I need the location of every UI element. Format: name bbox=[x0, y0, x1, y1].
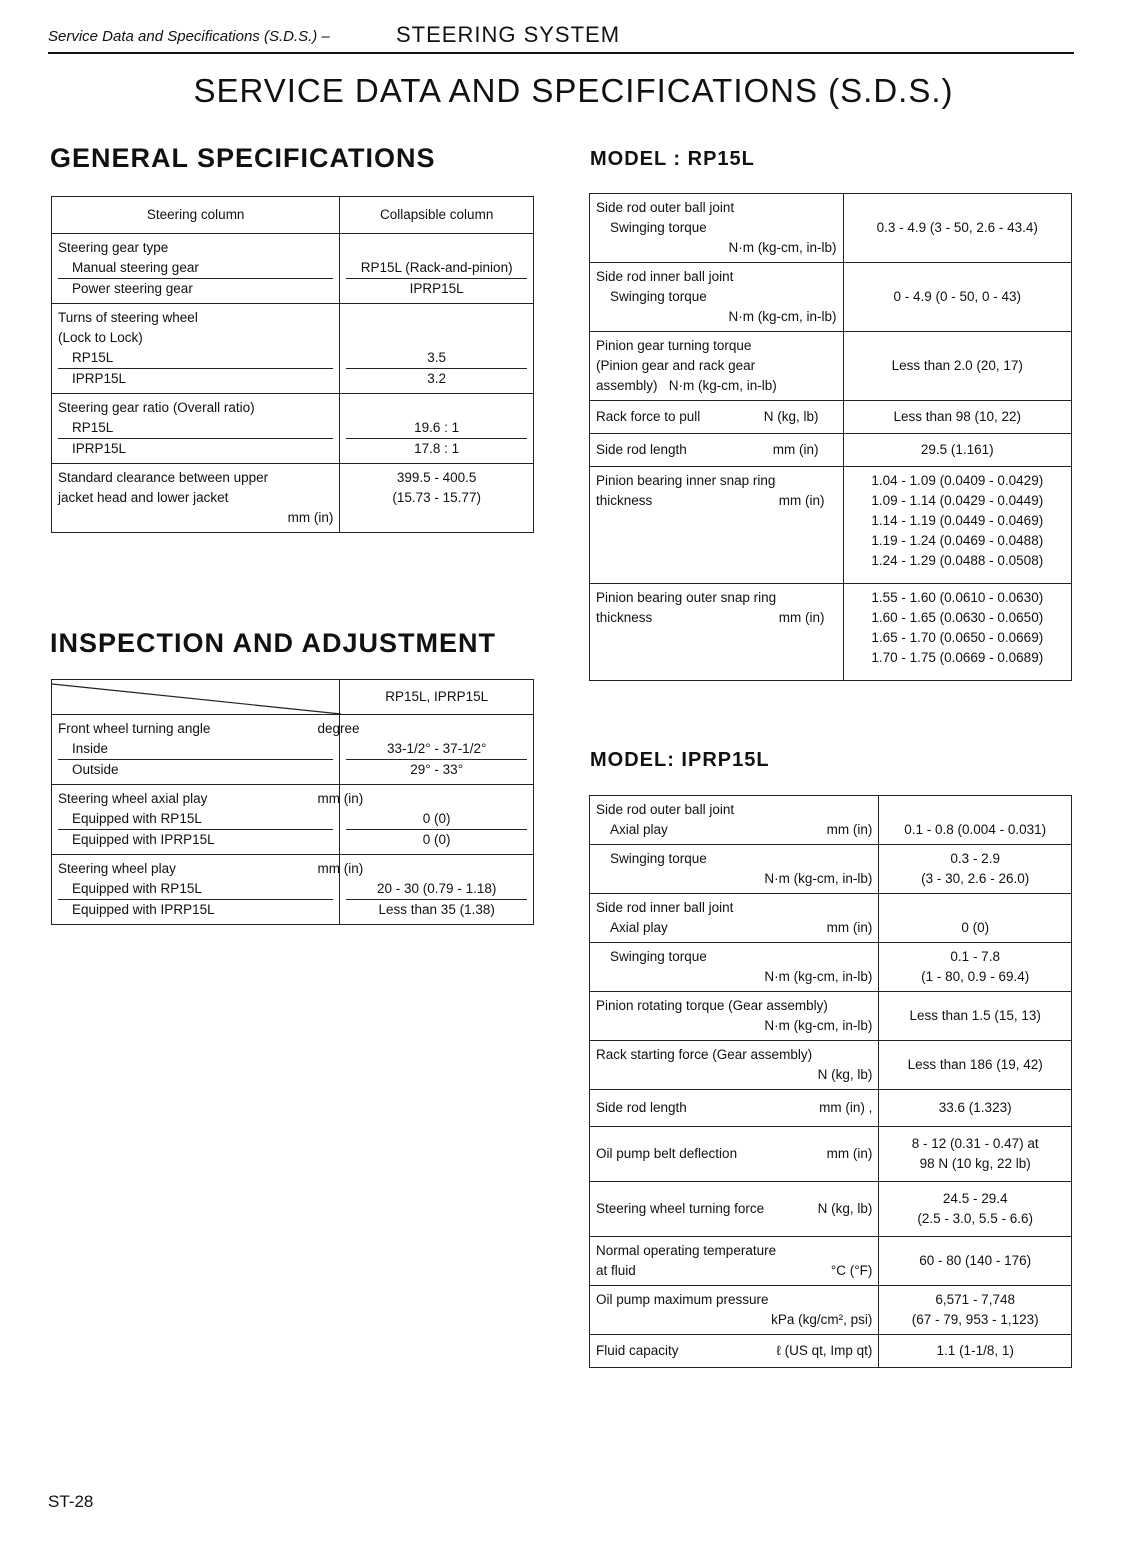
outer-swing-label: Swinging torque bbox=[610, 220, 707, 235]
table-row bbox=[590, 332, 1072, 401]
outer-swing-value-2: (3 - 30, 2.6 - 26.0) bbox=[921, 871, 1030, 886]
rp15l-table bbox=[589, 193, 1072, 681]
inner-snap-ring-value: 1.19 - 1.24 (0.0469 - 0.0488) bbox=[871, 533, 1044, 548]
max-pressure-value-2: (67 - 79, 953 - 1,123) bbox=[911, 1312, 1039, 1327]
play-iprp-label: Equipped with IPRP15L bbox=[72, 902, 215, 917]
side-rod-length-unit: mm (in) bbox=[772, 442, 819, 457]
turning-angle-unit: degree bbox=[317, 721, 360, 736]
belt-deflection-value: 8 - 12 (0.31 - 0.47) at bbox=[911, 1136, 1039, 1151]
turns-iprp-label: IPRP15L bbox=[72, 371, 127, 386]
outer-swing-label: Swinging torque bbox=[610, 851, 707, 866]
inner-snap-ring-value: 1.04 - 1.09 (0.0409 - 0.0429) bbox=[871, 473, 1044, 488]
turns-label: Turns of steering wheel bbox=[58, 310, 198, 325]
outer-axial-label bbox=[596, 820, 872, 840]
turning-force-value-2: (2.5 - 3.0, 5.5 - 6.6) bbox=[917, 1211, 1033, 1226]
pinion-torque-label: Pinion gear turning torque bbox=[596, 338, 752, 353]
turning-force-label: Steering wheel turning force bbox=[596, 1201, 765, 1216]
inner-snap-ring-label: Pinion bearing inner snap ring bbox=[596, 473, 776, 488]
outer-swing-value: 0.3 - 2.9 bbox=[950, 851, 1000, 866]
iprp15l-heading: MODEL: IPRP15L bbox=[590, 749, 770, 771]
table-row bbox=[590, 1090, 1072, 1127]
turning-angle-label bbox=[58, 719, 360, 739]
side-rod-length-label: Side rod length bbox=[596, 1100, 687, 1115]
fluid-temp-label: Normal operating temperature bbox=[596, 1243, 777, 1258]
fluid-temp-label-2 bbox=[596, 1261, 872, 1281]
rack-force-label: Rack force to pull bbox=[596, 409, 701, 424]
ratio-label: Steering gear ratio (Overall ratio) bbox=[58, 400, 255, 415]
outside-label: Outside bbox=[72, 762, 119, 777]
table-row bbox=[52, 304, 534, 394]
table-row bbox=[590, 796, 1072, 845]
inner-axial-unit: mm (in) bbox=[826, 920, 873, 935]
inner-swing-unit: N·m (kg-cm, in-lb) bbox=[764, 969, 873, 984]
table-row bbox=[590, 1335, 1072, 1368]
inner-unit: N·m (kg-cm, in-lb) bbox=[728, 309, 837, 324]
rack-force-value: Less than 186 (19, 42) bbox=[907, 1057, 1043, 1072]
side-rod-length-value: 29.5 (1.161) bbox=[920, 442, 994, 457]
pinion-torque-unit: N·m (kg-cm, in-lb) bbox=[764, 1018, 873, 1033]
axial-iprp-value: 0 (0) bbox=[422, 832, 451, 847]
inside-value: 33-1/2° - 37-1/2° bbox=[346, 739, 527, 760]
table-row bbox=[52, 234, 534, 304]
table-row bbox=[52, 680, 534, 715]
rack-force-label: Rack starting force (Gear assembly) bbox=[596, 1047, 813, 1062]
table-row bbox=[590, 845, 1072, 894]
pinion-torque-label-3 bbox=[596, 376, 837, 396]
turning-force-unit: N (kg, lb) bbox=[817, 1201, 873, 1216]
inner-swing-label: Swinging torque bbox=[610, 289, 707, 304]
manual-gear-value: RP15L (Rack-and-pinion) bbox=[346, 258, 527, 279]
turning-force-value: 24.5 - 29.4 bbox=[942, 1191, 1008, 1206]
inner-snap-ring-unit: mm (in) bbox=[778, 493, 825, 508]
inner-axial-text: Axial play bbox=[610, 920, 668, 935]
running-header bbox=[48, 22, 1074, 54]
outside-value: 29° - 33° bbox=[410, 762, 464, 777]
outer-snap-ring-value: 1.60 - 1.65 (0.0630 - 0.0650) bbox=[871, 610, 1044, 625]
fluid-capacity-unit: ℓ (US qt, Imp qt) bbox=[776, 1343, 873, 1358]
manual-gear-label: Manual steering gear bbox=[58, 258, 333, 279]
outer-snap-ring-label-2 bbox=[596, 608, 837, 628]
outer-joint-label: Side rod outer ball joint bbox=[596, 802, 735, 817]
inner-swing-label: Swinging torque bbox=[610, 949, 707, 964]
inner-snap-ring-value: 1.24 - 1.29 (0.0488 - 0.0508) bbox=[871, 553, 1044, 568]
table-row bbox=[52, 785, 534, 855]
diagonal-divider bbox=[52, 682, 341, 716]
clearance-label-2: jacket head and lower jacket bbox=[58, 490, 229, 505]
general-specs-heading: GENERAL SPECIFICATIONS bbox=[50, 143, 436, 173]
table-row bbox=[590, 194, 1072, 263]
clearance-label: Standard clearance between upper bbox=[58, 470, 269, 485]
outer-joint-label: Side rod outer ball joint bbox=[596, 200, 735, 215]
outer-snap-ring-value: 1.65 - 1.70 (0.0650 - 0.0669) bbox=[871, 630, 1044, 645]
inside-label: Inside bbox=[58, 739, 333, 760]
outer-value: 0.3 - 4.9 (3 - 50, 2.6 - 43.4) bbox=[876, 220, 1038, 235]
table-row bbox=[52, 855, 534, 925]
fluid-capacity-label: Fluid capacity bbox=[596, 1343, 679, 1358]
ratio-rp-value: 19.6 : 1 bbox=[346, 418, 527, 439]
axial-iprp-label: Equipped with IPRP15L bbox=[72, 832, 215, 847]
side-rod-length-label: Side rod length bbox=[596, 442, 687, 457]
table-row bbox=[590, 992, 1072, 1041]
fluid-temp-value: 60 - 80 (140 - 176) bbox=[919, 1253, 1032, 1268]
fluid-temp-text: at fluid bbox=[596, 1263, 636, 1278]
outer-snap-ring-thickness: thickness bbox=[596, 610, 653, 625]
turns-iprp-value: 3.2 bbox=[427, 371, 447, 386]
inner-axial-label bbox=[596, 918, 872, 938]
clearance-value-in: (15.73 - 15.77) bbox=[392, 490, 481, 505]
pinion-torque-unit: N·m (kg-cm, in-lb) bbox=[668, 378, 777, 393]
axial-play-text: Steering wheel axial play bbox=[58, 791, 208, 806]
table-row bbox=[590, 584, 1072, 681]
side-rod-length-value: 33.6 (1.323) bbox=[938, 1100, 1012, 1115]
play-iprp-value: Less than 35 (1.38) bbox=[378, 902, 495, 917]
power-gear-value: IPRP15L bbox=[409, 281, 464, 296]
max-pressure-unit: kPa (kg/cm², psi) bbox=[771, 1312, 873, 1327]
iprp15l-table bbox=[589, 795, 1072, 1368]
outer-axial-unit: mm (in) bbox=[826, 822, 873, 837]
side-rod-length-unit: mm (in) , bbox=[819, 1100, 873, 1115]
fluid-capacity-value: 1.1 (1-1/8, 1) bbox=[936, 1343, 1014, 1358]
header-system-title: STEERING SYSTEM bbox=[396, 22, 621, 47]
table-row bbox=[590, 1182, 1072, 1237]
outer-snap-ring-label: Pinion bearing outer snap ring bbox=[596, 590, 777, 605]
table-row bbox=[590, 943, 1072, 992]
inspection-table bbox=[51, 679, 534, 925]
clearance-unit: mm (in) bbox=[287, 510, 334, 525]
max-pressure-label: Oil pump maximum pressure bbox=[596, 1292, 769, 1307]
col-header-value: Collapsible column bbox=[380, 207, 494, 222]
diagonal-header-cell bbox=[52, 682, 339, 712]
max-pressure-value: 6,571 - 7,748 bbox=[935, 1292, 1015, 1307]
play-rp-value: 20 - 30 (0.79 - 1.18) bbox=[346, 879, 527, 900]
wheel-play-unit: mm (in) bbox=[317, 861, 364, 876]
inner-swing-value-2: (1 - 80, 0.9 - 69.4) bbox=[921, 969, 1030, 984]
pinion-torque-label: Pinion rotating torque (Gear assembly) bbox=[596, 998, 828, 1013]
outer-unit: N·m (kg-cm, in-lb) bbox=[728, 240, 837, 255]
wheel-play-label bbox=[58, 859, 364, 879]
pinion-torque-value: Less than 2.0 (20, 17) bbox=[891, 358, 1023, 373]
inner-swing-value: 0.1 - 7.8 bbox=[950, 949, 1000, 964]
table-row bbox=[590, 434, 1072, 467]
turns-rp-label: RP15L bbox=[58, 348, 333, 369]
turning-angle-text: Front wheel turning angle bbox=[58, 721, 211, 736]
ratio-iprp-value: 17.8 : 1 bbox=[414, 441, 460, 456]
axial-rp-label: Equipped with RP15L bbox=[58, 809, 333, 830]
play-rp-label: Equipped with RP15L bbox=[58, 879, 333, 900]
inner-axial-value: 0 (0) bbox=[961, 920, 990, 935]
col-header-value: RP15L, IPRP15L bbox=[385, 689, 489, 704]
general-specs-table bbox=[51, 196, 534, 533]
wheel-play-text: Steering wheel play bbox=[58, 861, 176, 876]
belt-deflection-value-2: 98 N (10 kg, 22 lb) bbox=[919, 1156, 1031, 1171]
inner-value: 0 - 4.9 (0 - 50, 0 - 43) bbox=[893, 289, 1022, 304]
table-row bbox=[52, 715, 534, 785]
table-row bbox=[590, 401, 1072, 434]
inner-joint-label: Side rod inner ball joint bbox=[596, 269, 734, 284]
inner-snap-ring-value: 1.14 - 1.19 (0.0449 - 0.0469) bbox=[871, 513, 1044, 528]
table-row bbox=[590, 263, 1072, 332]
table-row bbox=[590, 1127, 1072, 1182]
page-number: ST-28 bbox=[48, 1492, 94, 1511]
inner-snap-ring-value: 1.09 - 1.14 (0.0429 - 0.0449) bbox=[871, 493, 1044, 508]
outer-snap-ring-value: 1.70 - 1.75 (0.0669 - 0.0689) bbox=[871, 650, 1044, 665]
rack-force-unit: N (kg, lb) bbox=[763, 409, 819, 424]
table-row bbox=[52, 464, 534, 533]
outer-snap-ring-value: 1.55 - 1.60 (0.0610 - 0.0630) bbox=[871, 590, 1044, 605]
ratio-iprp-label: IPRP15L bbox=[72, 441, 127, 456]
table-row bbox=[52, 197, 534, 234]
rack-force-unit: N (kg, lb) bbox=[817, 1067, 873, 1082]
belt-deflection-unit: mm (in) bbox=[826, 1146, 873, 1161]
power-gear-label: Power steering gear bbox=[72, 281, 193, 296]
inner-snap-ring-label-2 bbox=[596, 491, 837, 511]
inspection-heading: INSPECTION AND ADJUSTMENT bbox=[50, 628, 497, 658]
pinion-torque-label-2: (Pinion gear and rack gear bbox=[596, 358, 756, 373]
pinion-torque-label-3-text: assembly) bbox=[596, 378, 658, 393]
axial-play-unit: mm (in) bbox=[317, 791, 364, 806]
table-row bbox=[52, 394, 534, 464]
turns-label-2: (Lock to Lock) bbox=[58, 330, 143, 345]
pinion-torque-value: Less than 1.5 (15, 13) bbox=[909, 1008, 1041, 1023]
page-title: SERVICE DATA AND SPECIFICATIONS (S.D.S.) bbox=[193, 72, 954, 109]
clearance-value: 399.5 - 400.5 bbox=[396, 470, 477, 485]
rack-force-value: Less than 98 (10, 22) bbox=[893, 409, 1022, 424]
table-row bbox=[590, 467, 1072, 584]
table-row bbox=[590, 1286, 1072, 1335]
outer-swing-unit: N·m (kg-cm, in-lb) bbox=[764, 871, 873, 886]
col-header-item: Steering column bbox=[146, 207, 245, 222]
outer-snap-ring-unit: mm (in) bbox=[778, 610, 825, 625]
outer-axial-text: Axial play bbox=[610, 822, 668, 837]
gear-type-label: Steering gear type bbox=[58, 240, 169, 255]
table-row bbox=[590, 894, 1072, 943]
axial-play-label bbox=[58, 789, 364, 809]
axial-rp-value: 0 (0) bbox=[346, 809, 527, 830]
fluid-temp-unit: °C (°F) bbox=[830, 1263, 873, 1278]
table-row bbox=[590, 1237, 1072, 1286]
table-row bbox=[590, 1041, 1072, 1090]
belt-deflection-label: Oil pump belt deflection bbox=[596, 1146, 738, 1161]
rp15l-heading: MODEL : RP15L bbox=[590, 148, 755, 170]
turns-rp-value: 3.5 bbox=[346, 348, 527, 369]
inner-joint-label: Side rod inner ball joint bbox=[596, 900, 734, 915]
outer-axial-value: 0.1 - 0.8 (0.004 - 0.031) bbox=[904, 822, 1047, 837]
inner-snap-ring-thickness: thickness bbox=[596, 493, 653, 508]
ratio-rp-label: RP15L bbox=[58, 418, 333, 439]
header-section-title: Service Data and Specifications (S.D.S.) – bbox=[48, 28, 330, 45]
